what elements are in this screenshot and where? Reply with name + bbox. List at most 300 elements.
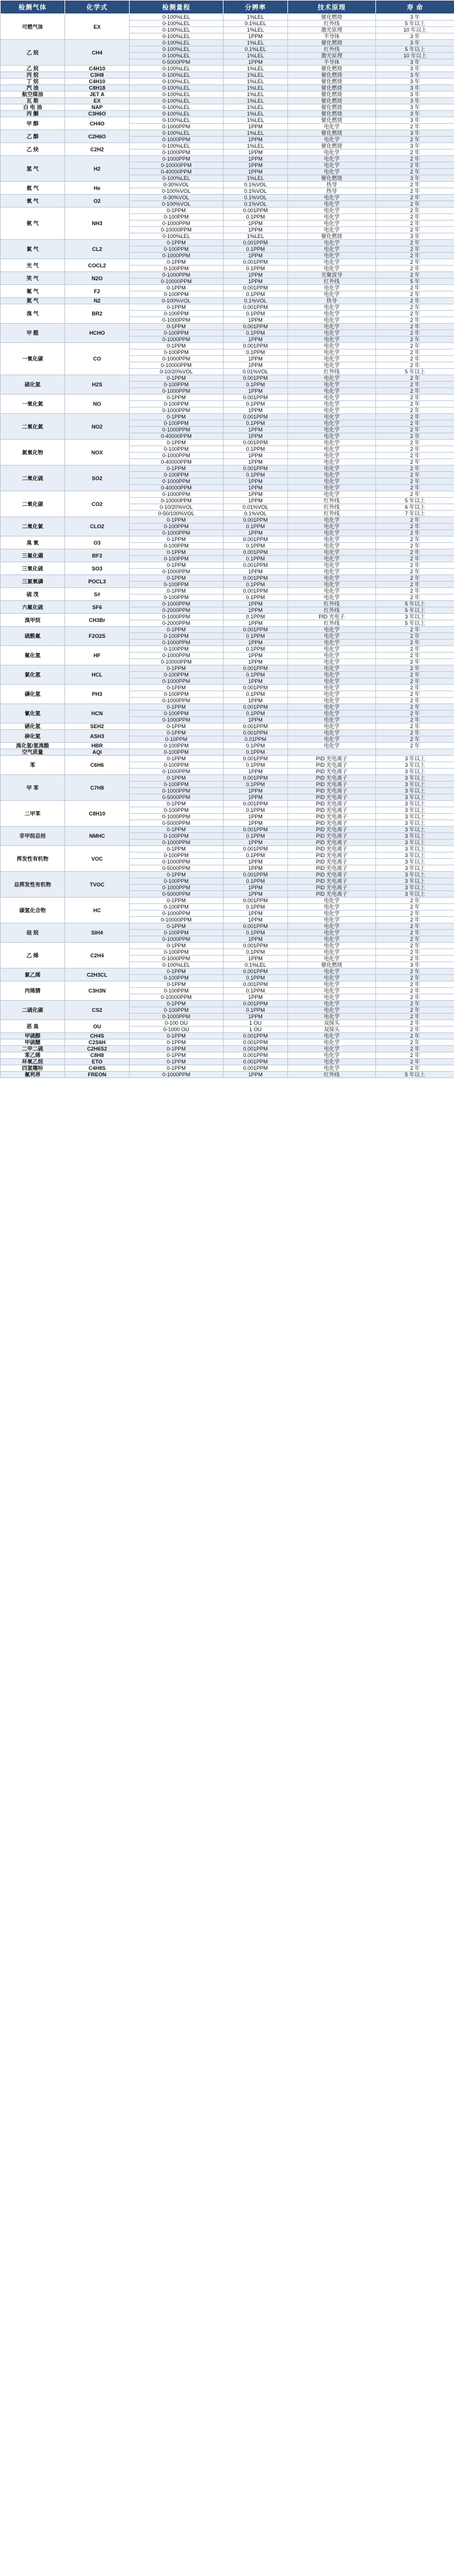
cell-life: 3 年 xyxy=(376,104,454,111)
cell-resolution: 0.1PPM xyxy=(223,833,288,840)
cell-life: 2 年 xyxy=(376,382,454,388)
cell-gas-name: 甲硫醚 xyxy=(1,1039,65,1046)
table-row xyxy=(1,923,454,930)
cell-gas-name: 丙 烷 xyxy=(1,72,65,79)
cell-gas-name: 瓦 斯 xyxy=(1,98,65,104)
cell-resolution: 1PPM xyxy=(223,459,288,465)
cell-life: 3 年 xyxy=(376,143,454,149)
cell-gas-name: 甲硫醇 xyxy=(1,1033,65,1039)
cell-life: 2 年 xyxy=(376,407,454,414)
cell-life: 2 年 xyxy=(376,627,454,633)
cell-life: 3 年以上 xyxy=(376,788,454,794)
cell-range: 0-1000PPM xyxy=(130,407,223,414)
table-row xyxy=(1,117,454,124)
header-gas: 检测气体 xyxy=(1,1,65,14)
cell-resolution: 1PPM xyxy=(223,530,288,536)
cell-life: 2 年 xyxy=(376,988,454,994)
cell-range: 0-10000PPM xyxy=(130,162,223,169)
cell-technology: 电化学 xyxy=(288,240,376,246)
cell-resolution: 0.1PPM xyxy=(223,266,288,272)
cell-gas-name: 挥发性有机物 xyxy=(1,846,65,872)
cell-technology: 催化燃烧 xyxy=(288,85,376,91)
cell-technology: 电化学 xyxy=(288,214,376,220)
cell-life: 5 年以上 xyxy=(376,601,454,607)
cell-technology: 电化学 xyxy=(288,994,376,1001)
cell-life: 2 年 xyxy=(376,137,454,143)
cell-range: 0-100PPM xyxy=(130,711,223,717)
cell-technology: 催化燃烧 xyxy=(288,233,376,240)
cell-technology: 半导体 xyxy=(288,33,376,40)
cell-resolution: 0.1%VOL xyxy=(223,511,288,517)
cell-resolution: 0.001PPM xyxy=(223,304,288,311)
cell-range: 0-1PPM xyxy=(130,536,223,543)
cell-gas-name: 甲 醛 xyxy=(1,324,65,343)
cell-life: 3 年 xyxy=(376,40,454,46)
cell-range: 0-100%LEL xyxy=(130,53,223,59)
header-range: 检测量程 xyxy=(130,1,223,14)
cell-formula: C3H6O xyxy=(65,111,130,117)
table-row xyxy=(1,1065,454,1072)
cell-gas-name: 一氧化碳 xyxy=(1,343,65,375)
cell-technology: 电化学 xyxy=(288,536,376,543)
cell-gas-name: 氟利昂 xyxy=(1,1072,65,1078)
cell-range: 0-100%LEL xyxy=(130,104,223,111)
cell-range: 0-1PPM xyxy=(130,1065,223,1072)
cell-life: 2 年 xyxy=(376,549,454,556)
cell-life: 2 年 xyxy=(376,330,454,337)
cell-range: 0-1000PPM xyxy=(130,478,223,485)
cell-resolution: 0.001PPM xyxy=(223,730,288,736)
cell-technology: 电化学 xyxy=(288,1014,376,1020)
cell-resolution: 1PPM xyxy=(223,407,288,414)
cell-technology: 电化学 xyxy=(288,343,376,349)
cell-technology: 电化学 xyxy=(288,646,376,653)
cell-resolution: 0.1PPM xyxy=(223,446,288,453)
cell-life: 5 年以上 xyxy=(376,369,454,375)
cell-gas-name: 氨 气 xyxy=(1,208,65,240)
cell-gas-name: 苯乙烯 xyxy=(1,1052,65,1059)
cell-life: 3 年 xyxy=(376,117,454,124)
cell-life: 2 年 xyxy=(376,162,454,169)
cell-life: 3 年以上 xyxy=(376,891,454,898)
cell-life: 2 年 xyxy=(376,994,454,1001)
cell-resolution: 1PPM xyxy=(223,917,288,923)
cell-life: 3 年以上 xyxy=(376,775,454,781)
cell-resolution: 0.001PPM xyxy=(223,536,288,543)
cell-formula: VOC xyxy=(65,846,130,872)
cell-life: 2 年 xyxy=(376,1046,454,1052)
cell-life: 5 年 xyxy=(376,278,454,285)
cell-formula: SO3 xyxy=(65,562,130,575)
cell-gas-name: 磷化氢 xyxy=(1,685,65,704)
cell-technology: 电化学 xyxy=(288,943,376,949)
cell-life: 3 年以上 xyxy=(376,769,454,775)
cell-range: 0-100%VOL xyxy=(130,188,223,195)
cell-resolution: 0.001PPM xyxy=(223,872,288,878)
cell-gas-name: 乙 醇 xyxy=(1,130,65,143)
cell-formula: NH3 xyxy=(65,208,130,240)
cell-resolution: 0.01%VOL xyxy=(223,504,288,511)
cell-life: 2 年 xyxy=(376,685,454,691)
cell-range: 0-100%LEL xyxy=(130,130,223,137)
cell-life: 2 年 xyxy=(376,723,454,730)
table-row xyxy=(1,968,454,975)
cell-formula: BR2 xyxy=(65,304,130,324)
cell-range: 0-10000PPM xyxy=(130,227,223,233)
header-formula: 化学式 xyxy=(65,1,130,14)
cell-technology: 电化学 xyxy=(288,640,376,646)
table-row xyxy=(1,259,454,266)
cell-formula: CLO2 xyxy=(65,517,130,536)
cell-formula: EX xyxy=(65,14,130,40)
cell-range: 0-1PPM xyxy=(130,517,223,524)
cell-gas-name: 可燃气体 xyxy=(1,14,65,40)
cell-range: 0-100 OU xyxy=(130,1020,223,1027)
table-body xyxy=(1,14,454,1078)
cell-technology: PID 光电离子 xyxy=(288,878,376,885)
cell-life: 5 年以上 xyxy=(376,607,454,614)
cell-life: 5 年以上 xyxy=(376,21,454,27)
cell-life: 2 年 xyxy=(376,433,454,440)
cell-resolution: 1PPM xyxy=(223,491,288,498)
cell-resolution: 0.1PPM xyxy=(223,582,288,588)
table-row xyxy=(1,756,454,762)
cell-resolution: 1PPM xyxy=(223,362,288,369)
table-row xyxy=(1,704,454,711)
cell-resolution: 1PPM xyxy=(223,840,288,846)
cell-range: 0-100PPM xyxy=(130,975,223,981)
cell-technology: 电化学 xyxy=(288,459,376,465)
cell-gas-name: 硫酰氟 xyxy=(1,627,65,646)
cell-technology: 电化学 xyxy=(288,124,376,130)
cell-life: 2 年 xyxy=(376,917,454,923)
cell-technology: 电化学 xyxy=(288,936,376,943)
cell-technology: 电化学 xyxy=(288,524,376,530)
cell-resolution: 1%LEL xyxy=(223,72,288,79)
table-row xyxy=(1,85,454,91)
cell-range: 0-100%LEL xyxy=(130,66,223,72)
cell-resolution: 1PPM xyxy=(223,498,288,504)
table-row xyxy=(1,723,454,730)
cell-range: 0-100PPM xyxy=(130,1007,223,1014)
cell-technology xyxy=(288,749,376,756)
cell-resolution: 0.001PPM xyxy=(223,827,288,833)
cell-gas-name: 氮 气 xyxy=(1,298,65,304)
cell-range: 0-1000PPM xyxy=(130,453,223,459)
cell-life: 2 年 xyxy=(376,298,454,304)
cell-technology: 电化学 xyxy=(288,162,376,169)
cell-gas-name: 硅 烷 xyxy=(1,923,65,943)
cell-resolution: 0.1%VOL xyxy=(223,195,288,201)
cell-range: 0-1PPM xyxy=(130,324,223,330)
table-row xyxy=(1,627,454,633)
cell-technology: 电化学 xyxy=(288,1046,376,1052)
cell-technology: 电化学 xyxy=(288,1007,376,1014)
cell-resolution: 0.1PPM xyxy=(223,646,288,653)
table-row xyxy=(1,775,454,781)
cell-resolution: 0.001PPM xyxy=(223,324,288,330)
cell-technology: 电化学 xyxy=(288,659,376,665)
cell-technology: 电化学 xyxy=(288,259,376,266)
cell-resolution: 1PPM xyxy=(223,33,288,40)
cell-resolution: 0.1PPM xyxy=(223,330,288,337)
table-row xyxy=(1,272,454,278)
table-row xyxy=(1,304,454,311)
cell-formula: C8H8 xyxy=(65,1052,130,1059)
cell-life: 2 年 xyxy=(376,349,454,356)
cell-resolution: 1%LEL xyxy=(223,130,288,137)
cell-technology: 红外线 xyxy=(288,511,376,517)
table-row xyxy=(1,130,454,137)
cell-life: 3 年 xyxy=(376,79,454,85)
cell-life: 2 年 xyxy=(376,678,454,685)
cell-range: 0-10000PPM xyxy=(130,659,223,665)
cell-gas-name: 氯乙烯 xyxy=(1,968,65,981)
cell-formula: C8H18 xyxy=(65,85,130,91)
cell-range: 0-100PPM xyxy=(130,349,223,356)
cell-life: 2 年 xyxy=(376,743,454,749)
cell-technology: 电化学 xyxy=(288,414,376,420)
cell-life: 5 年以上 xyxy=(376,46,454,53)
cell-technology: 红外线 xyxy=(288,498,376,504)
cell-life: 3 年 xyxy=(376,59,454,66)
cell-range: 0-2000PPM xyxy=(130,620,223,627)
cell-technology: 催化燃烧 xyxy=(288,130,376,137)
cell-range: 0-5000PPM xyxy=(130,794,223,801)
cell-life: 3 年以上 xyxy=(376,859,454,865)
cell-technology: 电化学 xyxy=(288,440,376,446)
cell-range: 0-1000PPM xyxy=(130,356,223,362)
cell-life: 3 年 xyxy=(376,72,454,79)
cell-gas-name: 三氯氧磷 xyxy=(1,575,65,588)
cell-technology: PID 光电离子 xyxy=(288,885,376,891)
cell-range: 0-30%VOL xyxy=(130,182,223,188)
cell-range: 0-1PPM xyxy=(130,240,223,246)
cell-range: 0-10PPM xyxy=(130,736,223,743)
cell-range: 0-100PPM xyxy=(130,633,223,640)
cell-resolution: 0.1PPM xyxy=(223,401,288,407)
cell-resolution: 0.1PPM xyxy=(223,556,288,562)
cell-formula: SEH2 xyxy=(65,723,130,730)
cell-range: 0-1PPM xyxy=(130,846,223,852)
cell-range: 0-100PPM xyxy=(130,401,223,407)
cell-range: 0-100%LEL xyxy=(130,85,223,91)
cell-formula: H2S xyxy=(65,375,130,395)
cell-life: 2 年 xyxy=(376,246,454,253)
cell-resolution: 0.001PPM xyxy=(223,588,288,594)
cell-life: 7 年以上 xyxy=(376,511,454,517)
cell-range: 0-100%LEL xyxy=(130,46,223,53)
cell-technology: 红外线 xyxy=(288,46,376,53)
cell-range: 0-10000PPM xyxy=(130,498,223,504)
table-row xyxy=(1,1072,454,1078)
cell-technology: 红外线 xyxy=(288,278,376,285)
cell-resolution: 0.01PPM xyxy=(223,736,288,743)
cell-gas-name: 三氧化硫 xyxy=(1,562,65,575)
cell-formula: CH4O xyxy=(65,117,130,130)
cell-resolution: 0.1PPM xyxy=(223,633,288,640)
cell-technology: 半导体 xyxy=(288,59,376,66)
cell-life: 2 年 xyxy=(376,1052,454,1059)
cell-life: 2 年 xyxy=(376,291,454,298)
table-row xyxy=(1,1001,454,1007)
cell-resolution: 0.001PPM xyxy=(223,704,288,711)
cell-range: 0-1000PPM xyxy=(130,427,223,433)
cell-resolution: 0.001PPM xyxy=(223,1065,288,1072)
table-row xyxy=(1,104,454,111)
cell-range: 0-1000PPM xyxy=(130,698,223,704)
cell-life: 3 年以上 xyxy=(376,840,454,846)
cell-technology: 电化学 xyxy=(288,1059,376,1065)
cell-range: 0-1PPM xyxy=(130,285,223,291)
cell-range: 0-100PPM xyxy=(130,646,223,653)
cell-technology: 催化燃烧 xyxy=(288,175,376,182)
table-row xyxy=(1,517,454,524)
cell-life: 2 年 xyxy=(376,949,454,956)
cell-resolution: 1%LEL xyxy=(223,111,288,117)
cell-technology: 电化学 xyxy=(288,266,376,272)
cell-range: 0-100%LEL xyxy=(130,233,223,240)
cell-life: 5 年以上 xyxy=(376,1072,454,1078)
cell-life: 3 年以上 xyxy=(376,801,454,807)
cell-technology: 电化学 xyxy=(288,491,376,498)
cell-resolution: 1PPM xyxy=(223,137,288,143)
cell-range: 0-100PPM xyxy=(130,382,223,388)
cell-range: 0-100PPM xyxy=(130,762,223,769)
cell-range: 0-1PPM xyxy=(130,575,223,582)
cell-formula: NO xyxy=(65,395,130,414)
table-header-row xyxy=(1,1,454,14)
cell-gas-name: 氯化氢 xyxy=(1,665,65,685)
cell-technology: 红外线 xyxy=(288,504,376,511)
cell-resolution: 1PPM xyxy=(223,253,288,259)
table-row xyxy=(1,1059,454,1065)
cell-technology: 双探头 xyxy=(288,1027,376,1033)
cell-life: 2 年 xyxy=(376,324,454,330)
cell-life: 2 年 xyxy=(376,311,454,317)
cell-gas-name: 丙烯腈 xyxy=(1,981,65,1001)
cell-resolution: 1PPM xyxy=(223,272,288,278)
cell-formula: HC xyxy=(65,898,130,923)
cell-technology: 催化燃烧 xyxy=(288,14,376,21)
table-row xyxy=(1,195,454,201)
cell-range: 0-1PPM xyxy=(130,465,223,472)
table-row xyxy=(1,491,454,498)
cell-resolution: 1PPM xyxy=(223,956,288,962)
cell-life: 3 年 xyxy=(376,91,454,98)
cell-resolution: 0.1%VOL xyxy=(223,188,288,195)
cell-formula: CO2 xyxy=(65,491,130,517)
table-row xyxy=(1,1020,454,1027)
cell-formula: ASH3 xyxy=(65,730,130,743)
cell-technology: 电化学 xyxy=(288,227,376,233)
cell-resolution: 1PPM xyxy=(223,337,288,343)
cell-gas-name: 氟化氢 xyxy=(1,646,65,665)
cell-technology: 电化学 xyxy=(288,156,376,162)
cell-formula: C7H8 xyxy=(65,775,130,801)
cell-formula: C6H6 xyxy=(65,756,130,775)
cell-range: 0-1000PPM xyxy=(130,653,223,659)
cell-resolution: 1PPM xyxy=(223,601,288,607)
cell-resolution: 1%LEL xyxy=(223,175,288,182)
cell-technology: 电化学 xyxy=(288,291,376,298)
cell-life: 2 年 xyxy=(376,562,454,569)
cell-resolution: 0.001PPM xyxy=(223,756,288,762)
cell-technology: 电化学 xyxy=(288,633,376,640)
cell-range: 0-1PPM xyxy=(130,1001,223,1007)
cell-range: 0-100PPM xyxy=(130,311,223,317)
table-row xyxy=(1,730,454,736)
cell-gas-name: 乙 烷 xyxy=(1,40,65,66)
cell-resolution: 0.1PPM xyxy=(223,472,288,478)
table-row xyxy=(1,846,454,852)
cell-life: 2 年 xyxy=(376,208,454,214)
cell-gas-name: 恶 臭 xyxy=(1,1020,65,1033)
cell-life: 10 年以上 xyxy=(376,53,454,59)
cell-technology: 电化学 xyxy=(288,149,376,156)
cell-resolution: 0.1PPM xyxy=(223,311,288,317)
header-technology: 技术原理 xyxy=(288,1,376,14)
cell-technology: 电化学 xyxy=(288,485,376,491)
cell-life: 2 年 xyxy=(376,201,454,208)
cell-gas-name: 臭 氧 xyxy=(1,536,65,549)
cell-range: 0-100%LEL xyxy=(130,33,223,40)
cell-life: 3 年 xyxy=(376,962,454,968)
cell-formula: JET A xyxy=(65,91,130,98)
table-row xyxy=(1,872,454,878)
cell-technology: 电化学 xyxy=(288,388,376,395)
cell-resolution: 0.001PPM xyxy=(223,898,288,904)
cell-formula: C3H8 xyxy=(65,72,130,79)
cell-range: 0-100PPM xyxy=(130,330,223,337)
cell-resolution: 0.001PPM xyxy=(223,685,288,691)
cell-resolution: 0.1PPM xyxy=(223,949,288,956)
cell-resolution: 1 OU xyxy=(223,1020,288,1027)
cell-gas-name: 二氧化氮 xyxy=(1,414,65,440)
cell-formula: S# xyxy=(65,588,130,601)
cell-technology: 电化学 xyxy=(288,930,376,936)
cell-formula: C2H4 xyxy=(65,943,130,968)
table-row xyxy=(1,395,454,401)
cell-formula: BF3 xyxy=(65,549,130,562)
cell-technology: 电化学 xyxy=(288,743,376,749)
table-row xyxy=(1,549,454,556)
cell-range: 0-100%LEL xyxy=(130,962,223,968)
cell-resolution: 0.001PPM xyxy=(223,923,288,930)
cell-technology: PID 光电离子 xyxy=(288,756,376,762)
cell-range: 0-100PPM xyxy=(130,594,223,601)
cell-range: 0-10000PPM xyxy=(130,362,223,369)
cell-technology: 电化学 xyxy=(288,324,376,330)
cell-formula: TVOC xyxy=(65,872,130,898)
cell-range: 0-1PPM xyxy=(130,872,223,878)
cell-life: 2 年 xyxy=(376,440,454,446)
cell-range: 0-1PPM xyxy=(130,414,223,420)
cell-technology: 电化学 xyxy=(288,898,376,904)
cell-technology: 热导 xyxy=(288,188,376,195)
cell-resolution: 1PPM xyxy=(223,717,288,723)
cell-life: 2 年 xyxy=(376,375,454,382)
cell-technology: PID 光电离子 xyxy=(288,814,376,820)
table-row xyxy=(1,91,454,98)
cell-resolution: 0.1PPM xyxy=(223,807,288,814)
cell-technology: 电化学 xyxy=(288,594,376,601)
table-row xyxy=(1,72,454,79)
cell-formula: C2H2 xyxy=(65,143,130,156)
cell-range: 0-1PPM xyxy=(130,685,223,691)
cell-technology: 红外线 xyxy=(288,607,376,614)
cell-range: 0-30%VOL xyxy=(130,195,223,201)
